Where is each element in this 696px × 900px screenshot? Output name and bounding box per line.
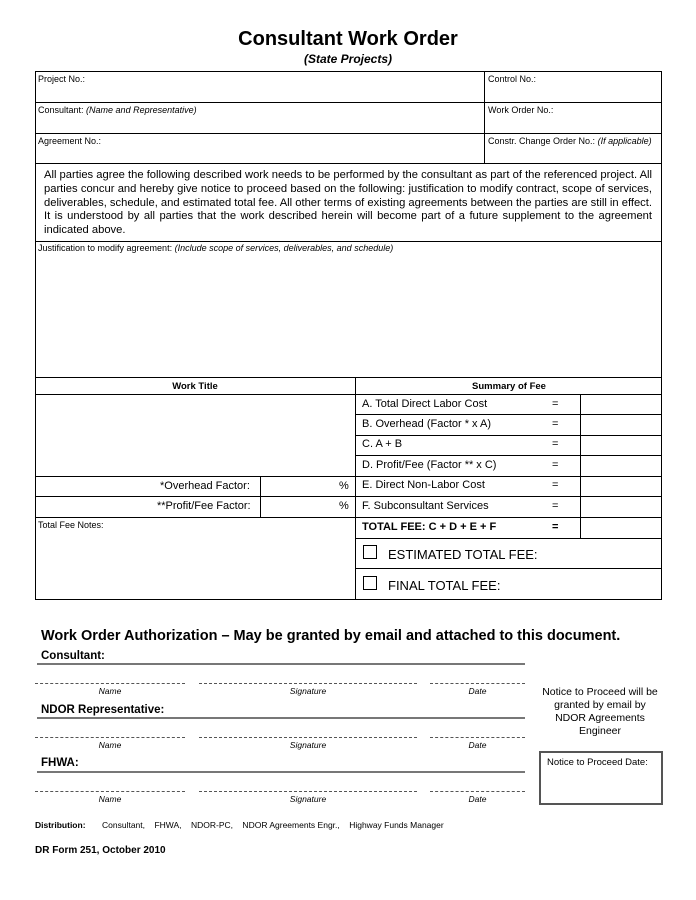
consultant-section-label: Consultant: bbox=[41, 650, 105, 662]
fee-row-e-equals: = bbox=[552, 479, 559, 491]
consultant-date-caption: Date bbox=[468, 686, 487, 696]
ndor-name-caption: Name bbox=[98, 740, 122, 750]
consultant-label: Consultant: bbox=[38, 105, 84, 115]
divider bbox=[356, 435, 662, 436]
consultant-signature-line[interactable] bbox=[199, 683, 417, 684]
notice-date-label: Notice to Proceed Date: bbox=[547, 757, 648, 768]
divider bbox=[35, 496, 662, 497]
consultant-date-line[interactable] bbox=[430, 683, 525, 684]
fhwa-date-line[interactable] bbox=[430, 791, 525, 792]
fee-row-d-label: D. Profit/Fee (Factor ** x C) bbox=[362, 459, 497, 471]
notice-to-proceed-text: Notice to Proceed will be granted by email by NDOR Agreements Engineer bbox=[542, 686, 658, 737]
fhwa-section-label: FHWA: bbox=[41, 757, 79, 769]
divider bbox=[484, 71, 485, 163]
page-title: Consultant Work Order bbox=[238, 28, 458, 50]
change-order-label: Constr. Change Order No.: bbox=[488, 136, 596, 146]
divider bbox=[35, 241, 662, 242]
divider bbox=[37, 771, 525, 773]
page-subtitle: (State Projects) bbox=[303, 52, 393, 66]
ndor-name-line[interactable] bbox=[35, 737, 185, 738]
divider bbox=[35, 133, 662, 134]
ndor-signature-caption: Signature bbox=[289, 740, 327, 750]
divider bbox=[35, 102, 662, 103]
justification-label: Justification to modify agreement: bbox=[38, 243, 173, 253]
fhwa-signature-line[interactable] bbox=[199, 791, 417, 792]
consultant-name-caption: Name bbox=[98, 686, 122, 696]
agreement-no-field[interactable]: Agreement No.: bbox=[38, 136, 102, 146]
form-frame bbox=[35, 71, 662, 600]
overhead-factor-unit: % bbox=[339, 480, 349, 492]
authorization-heading: Work Order Authorization – May be granted by email and attached to this document. bbox=[41, 628, 621, 644]
divider bbox=[580, 394, 581, 538]
profit-factor-unit: % bbox=[339, 500, 349, 512]
total-fee-label: TOTAL FEE: C + D + E + F bbox=[362, 521, 497, 533]
distribution-label: Distribution: bbox=[35, 820, 86, 830]
project-no-field[interactable]: Project No.: bbox=[38, 74, 86, 84]
divider bbox=[35, 377, 662, 378]
fee-row-b-equals: = bbox=[552, 418, 559, 430]
consultant-signature-caption: Signature bbox=[289, 686, 327, 696]
fee-row-e-label: E. Direct Non-Labor Cost bbox=[362, 479, 485, 491]
divider bbox=[356, 414, 662, 415]
total-fee-notes-field[interactable]: Total Fee Notes: bbox=[38, 520, 104, 530]
divider bbox=[260, 476, 261, 517]
change-order-note: (If applicable) bbox=[597, 136, 652, 146]
divider bbox=[37, 717, 525, 719]
justification-field[interactable] bbox=[38, 243, 393, 253]
divider bbox=[356, 538, 662, 539]
divider bbox=[356, 455, 662, 456]
final-fee-label: FINAL TOTAL FEE: bbox=[388, 578, 501, 593]
fhwa-name-caption: Name bbox=[98, 794, 122, 804]
form-id: DR Form 251, October 2010 bbox=[35, 845, 166, 856]
control-no-field[interactable]: Control No.: bbox=[488, 74, 537, 84]
fee-row-a-label: A. Total Direct Labor Cost bbox=[362, 398, 488, 410]
summary-of-fee-header: Summary of Fee bbox=[472, 381, 546, 392]
distribution-list: Consultant, FHWA, NDOR-PC, NDOR Agreements Engr., Highway Funds Manager bbox=[102, 820, 444, 830]
fee-row-d-equals: = bbox=[552, 459, 559, 471]
divider bbox=[37, 663, 525, 665]
ndor-section-label: NDOR Representative: bbox=[41, 704, 165, 716]
change-order-field[interactable] bbox=[488, 136, 652, 146]
notice-date-box[interactable] bbox=[539, 751, 663, 805]
consultant-note: (Name and Representative) bbox=[86, 105, 197, 115]
final-fee-checkbox[interactable] bbox=[363, 576, 377, 590]
fee-row-a-equals: = bbox=[552, 398, 559, 410]
ndor-signature-line[interactable] bbox=[199, 737, 417, 738]
fee-row-f-label: F. Subconsultant Services bbox=[362, 500, 489, 512]
fee-row-f-equals: = bbox=[552, 500, 559, 512]
fee-row-c-equals: = bbox=[552, 438, 559, 450]
fee-row-c-label: C. A + B bbox=[362, 438, 403, 450]
divider bbox=[35, 476, 662, 477]
divider bbox=[35, 517, 662, 518]
fhwa-signature-caption: Signature bbox=[289, 794, 327, 804]
fhwa-name-line[interactable] bbox=[35, 791, 185, 792]
consultant-name-line[interactable] bbox=[35, 683, 185, 684]
divider bbox=[35, 163, 662, 164]
total-fee-equals: = bbox=[552, 521, 559, 533]
agreement-text: All parties agree the following described work needs to be performed by the consultant as part of the referenced project. All parties concur and hereby give notice to proceed based on the following: justification to modify contract, scope of services, deliverables, schedule, and estimated total fee. All other terms of existing agreements between the parties are still in effect. It is understood by all parties that the work described herein will become part of a future supplement to the agreement indicated above. bbox=[44, 169, 652, 237]
work-title-header: Work Title bbox=[172, 381, 218, 392]
consultant-field[interactable] bbox=[38, 105, 197, 115]
divider bbox=[35, 394, 662, 395]
overhead-factor-label: *Overhead Factor: bbox=[160, 480, 250, 492]
divider bbox=[356, 568, 662, 569]
estimated-fee-label: ESTIMATED TOTAL FEE: bbox=[388, 547, 538, 562]
divider bbox=[355, 377, 356, 600]
fee-row-b-label: B. Overhead (Factor * x A) bbox=[362, 418, 491, 430]
ndor-date-caption: Date bbox=[468, 740, 487, 750]
justification-note: (Include scope of services, deliverables, and schedule) bbox=[174, 243, 394, 253]
profit-factor-label: **Profit/Fee Factor: bbox=[157, 500, 251, 512]
ndor-date-line[interactable] bbox=[430, 737, 525, 738]
fhwa-date-caption: Date bbox=[468, 794, 487, 804]
estimated-fee-checkbox[interactable] bbox=[363, 545, 377, 559]
work-order-no-field[interactable]: Work Order No.: bbox=[488, 105, 554, 115]
